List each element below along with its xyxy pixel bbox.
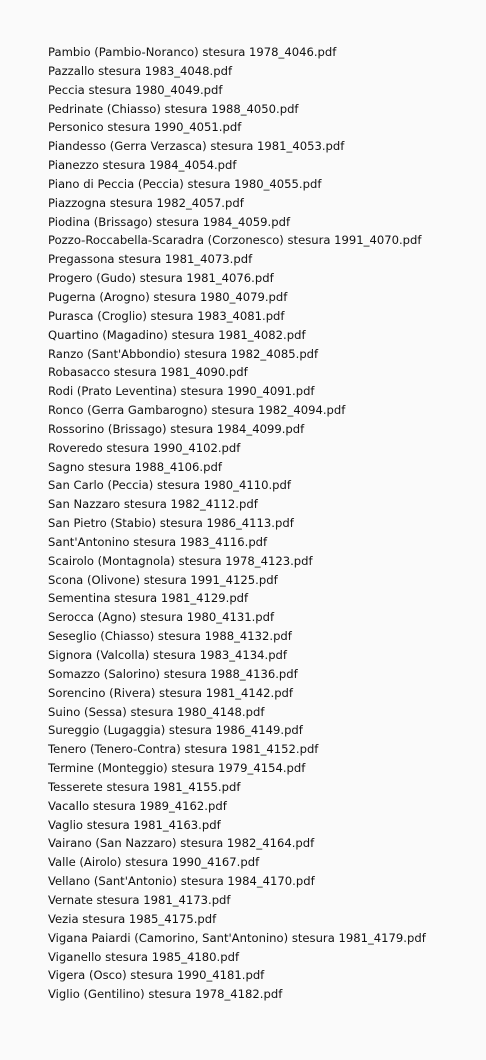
file-name[interactable]: Sorencino (Rivera) stesura 1981_4142.pdf xyxy=(48,685,293,700)
file-name[interactable]: Signora (Valcolla) stesura 1983_4134.pdf xyxy=(48,648,287,662)
file-name[interactable]: Vigana Paiardi (Camorino, Sant'Antonino) stesura 1981_4179.pdf xyxy=(48,930,426,945)
file-name[interactable]: Pozzo-Roccabella-Scaradra (Corzonesco) stesura 1991_4070.pdf xyxy=(48,233,422,248)
file-name[interactable]: Roveredo stesura 1990_4102.pdf xyxy=(48,440,241,455)
file-name[interactable]: Purasca (Croglio) stesura 1983_4081.pdf xyxy=(48,308,285,323)
file-name[interactable]: Tenero (Tenero-Contra) stesura 1981_4152.pdf xyxy=(48,742,319,757)
file-name[interactable]: Termine (Monteggio) stesura 1979_4154.pdf xyxy=(48,761,306,776)
file-name[interactable]: San Nazzaro stesura 1982_4112.pdf xyxy=(48,497,258,512)
file-name[interactable]: Piano di Peccia (Peccia) stesura 1980_4055.pdf xyxy=(48,176,322,191)
file-name[interactable]: Vezia stesura 1985_4175.pdf xyxy=(48,911,217,926)
file-name[interactable]: Serocca (Agno) stesura 1980_4131.pdf xyxy=(48,610,275,625)
file-name[interactable]: Somazzo (Salorino) stesura 1988_4136.pdf xyxy=(48,666,298,681)
file-name[interactable]: Personico stesura 1990_4051.pdf xyxy=(48,120,242,135)
file-name[interactable]: Valle (Airolo) stesura 1990_4167.pdf xyxy=(48,855,260,870)
file-name[interactable]: Vigera (Osco) stesura 1990_4181.pdf xyxy=(48,968,265,983)
file-name[interactable]: Rossorino (Brissago) stesura 1984_4099.pdf xyxy=(48,421,305,436)
file-name[interactable]: Sementina stesura 1981_4129.pdf xyxy=(48,591,249,606)
file-name[interactable]: Seseglio (Chiasso) stesura 1988_4132.pdf xyxy=(48,629,292,644)
file-name[interactable]: San Carlo (Peccia) stesura 1980_4110.pdf xyxy=(48,478,291,493)
file-name[interactable]: Pazzallo stesura 1983_4048.pdf xyxy=(48,63,233,78)
file-name[interactable]: Suino (Sessa) stesura 1980_4148.pdf xyxy=(48,704,265,719)
file-name[interactable]: Viglio (Gentilino) stesura 1978_4182.pdf xyxy=(48,987,283,1002)
file-name[interactable]: Pedrinate (Chiasso) stesura 1988_4050.pdf xyxy=(48,101,299,116)
file-name[interactable]: Vernate stesura 1981_4173.pdf xyxy=(48,892,231,907)
file-name[interactable]: Progero (Gudo) stesura 1981_4076.pdf xyxy=(48,271,274,286)
file-name[interactable]: Ronco (Gerra Gambarogno) stesura 1982_4094.pdf xyxy=(48,403,346,418)
file-name[interactable]: Vairano (San Nazzaro) stesura 1982_4164.pdf xyxy=(48,836,315,851)
file-name[interactable]: Piodina (Brissago) stesura 1984_4059.pdf xyxy=(48,214,291,229)
file-name[interactable]: Pregassona stesura 1981_4073.pdf xyxy=(48,252,253,267)
file-name[interactable]: Pambio (Pambio-Noranco) stesura 1978_4046.pdf xyxy=(48,45,337,59)
file-name[interactable]: Sureggio (Lugaggia) stesura 1986_4149.pdf xyxy=(48,723,303,738)
file-name[interactable]: Ranzo (Sant'Abbondio) stesura 1982_4085.pdf xyxy=(48,346,319,361)
file-name[interactable]: Quartino (Magadino) stesura 1981_4082.pdf xyxy=(48,327,306,342)
file-name[interactable]: Robasacco stesura 1981_4090.pdf xyxy=(48,365,248,380)
file-name[interactable]: Scona (Olivone) stesura 1991_4125.pdf xyxy=(48,572,278,587)
file-name[interactable]: Pianezzo stesura 1984_4054.pdf xyxy=(48,158,237,173)
file-name[interactable]: Scairolo (Montagnola) stesura 1978_4123.pdf xyxy=(48,553,313,568)
file-name[interactable]: Viganello stesura 1985_4180.pdf xyxy=(48,949,240,964)
file-name[interactable]: Vellano (Sant'Antonio) stesura 1984_4170.pdf xyxy=(48,874,315,889)
file-name[interactable]: Rodi (Prato Leventina) stesura 1990_4091.pdf xyxy=(48,384,315,399)
file-name[interactable]: Tesserete stesura 1981_4155.pdf xyxy=(48,779,241,794)
file-name[interactable]: Pugerna (Arogno) stesura 1980_4079.pdf xyxy=(48,289,288,304)
file-name[interactable]: Piazzogna stesura 1982_4057.pdf xyxy=(48,195,244,210)
file-name[interactable]: Sant'Antonino stesura 1983_4116.pdf xyxy=(48,534,268,549)
file-name[interactable]: San Pietro (Stabio) stesura 1986_4113.pdf xyxy=(48,516,294,531)
file-name[interactable]: Vacallo stesura 1989_4162.pdf xyxy=(48,798,227,813)
file-name[interactable]: Sagno stesura 1988_4106.pdf xyxy=(48,459,222,474)
file-list xyxy=(48,43,426,1004)
file-name[interactable]: Vaglio stesura 1981_4163.pdf xyxy=(48,817,221,832)
file-name[interactable]: Piandesso (Gerra Verzasca) stesura 1981_4053.pdf xyxy=(48,139,345,154)
file-name[interactable]: Peccia stesura 1980_4049.pdf xyxy=(48,82,223,97)
